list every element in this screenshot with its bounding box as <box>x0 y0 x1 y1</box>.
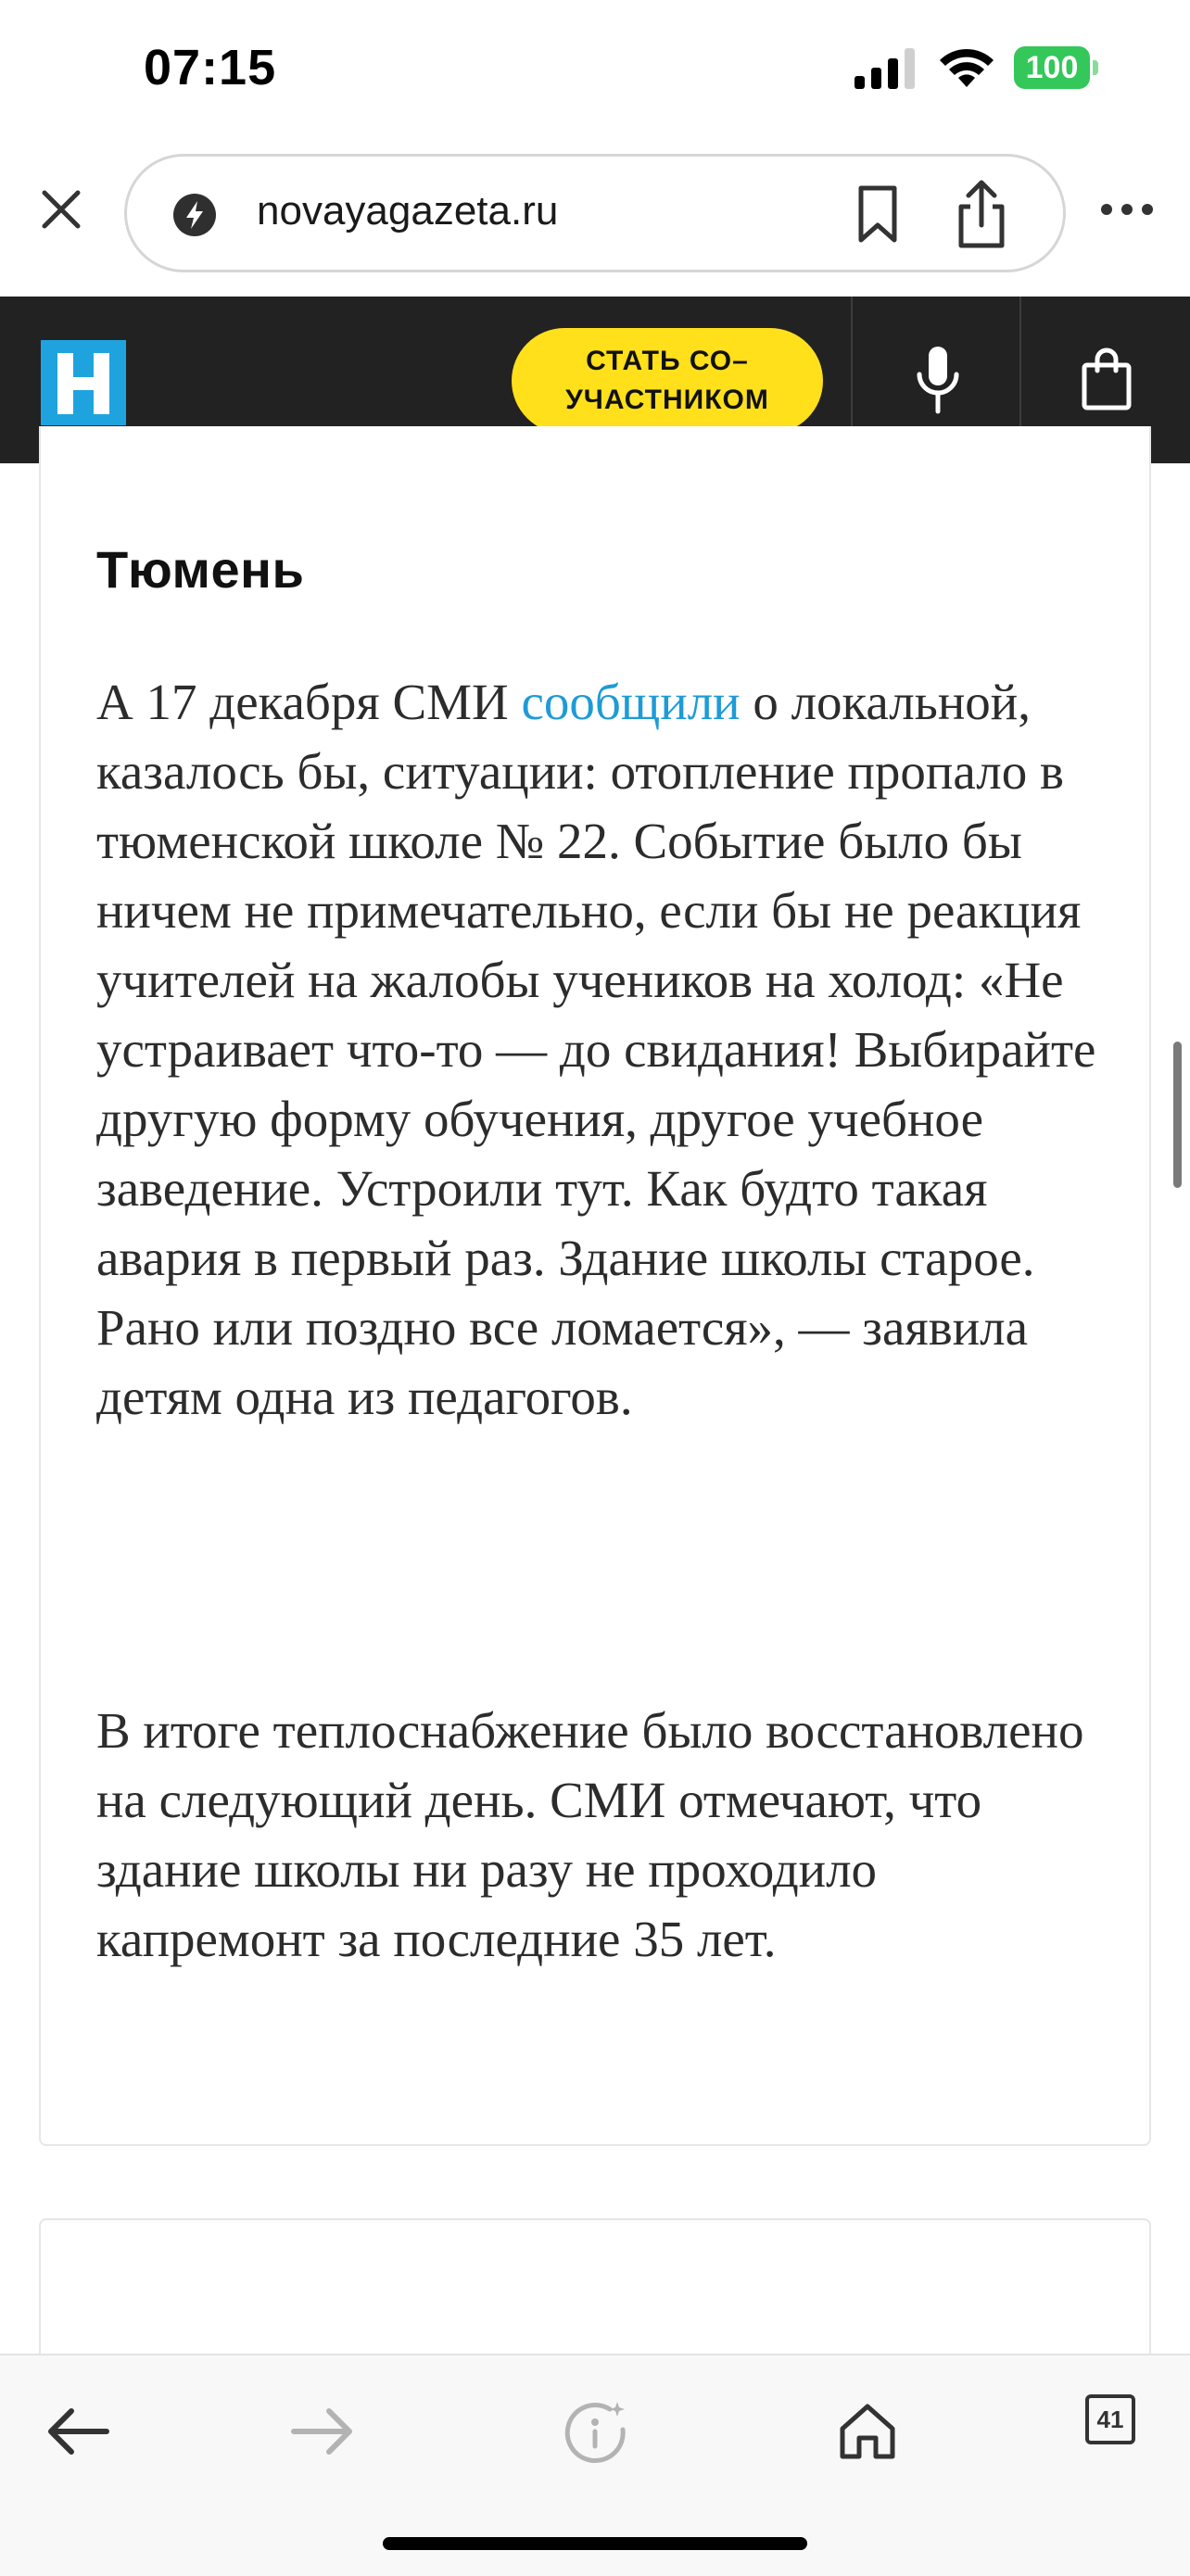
page-info-icon[interactable] <box>560 2394 634 2469</box>
close-icon[interactable] <box>33 182 89 237</box>
status-bar <box>0 0 1190 139</box>
home-indicator[interactable] <box>383 2537 807 2550</box>
microphone-icon[interactable] <box>908 345 968 415</box>
tabs-icon[interactable]: 41 <box>1085 2394 1135 2444</box>
more-icon[interactable] <box>1099 200 1155 219</box>
forward-icon[interactable] <box>285 2394 360 2469</box>
site-lightning-icon <box>173 194 216 236</box>
bookmark-icon[interactable] <box>850 184 905 244</box>
back-icon[interactable] <box>41 2394 115 2469</box>
article-link[interactable]: сообщили <box>521 674 741 730</box>
home-icon[interactable] <box>830 2394 905 2469</box>
section-heading: Тюмень <box>96 540 305 599</box>
scroll-indicator[interactable] <box>1173 1042 1182 1188</box>
share-icon[interactable] <box>954 179 1009 249</box>
novaya-logo-icon[interactable] <box>41 340 126 425</box>
status-time: 07:15 <box>144 40 277 95</box>
battery-icon <box>1014 46 1097 89</box>
battery-level: 100 <box>1025 50 1079 85</box>
article-paragraph: В итоге теплоснабжение было восстановлено на следующий день. СМИ отмечают, что здание школы ни разу не проходило капремонт за последние 35 лет. <box>96 1702 1084 1967</box>
article-paragraph: А 17 декабря СМИ сообщили о локальной, казалось бы, ситуации: отопление пропало в тюменской школе № 22. Событие было бы ничем не примечательно, если бы не реакция учителей на жалобы учеников на холод: «Не устраивает что-то — до свидания! Выбирайте другую форму обучения, другое учебное заведение. Устроили тут. Как будто такая авария в первый раз. Здание школы старое. Рано или поздно все ломается», — заявила детям одна из педагогов. <box>96 674 1096 1425</box>
url-text: novayagazeta.ru <box>257 188 559 234</box>
address-bar[interactable] <box>124 154 1066 272</box>
cta-label: СТАТЬ СО– УЧАСТНИКОМ <box>565 346 769 415</box>
shopping-bag-icon[interactable] <box>1079 347 1134 411</box>
become-participant-button[interactable] <box>512 328 823 434</box>
wifi-icon <box>936 44 997 91</box>
signal-icon <box>855 48 919 89</box>
